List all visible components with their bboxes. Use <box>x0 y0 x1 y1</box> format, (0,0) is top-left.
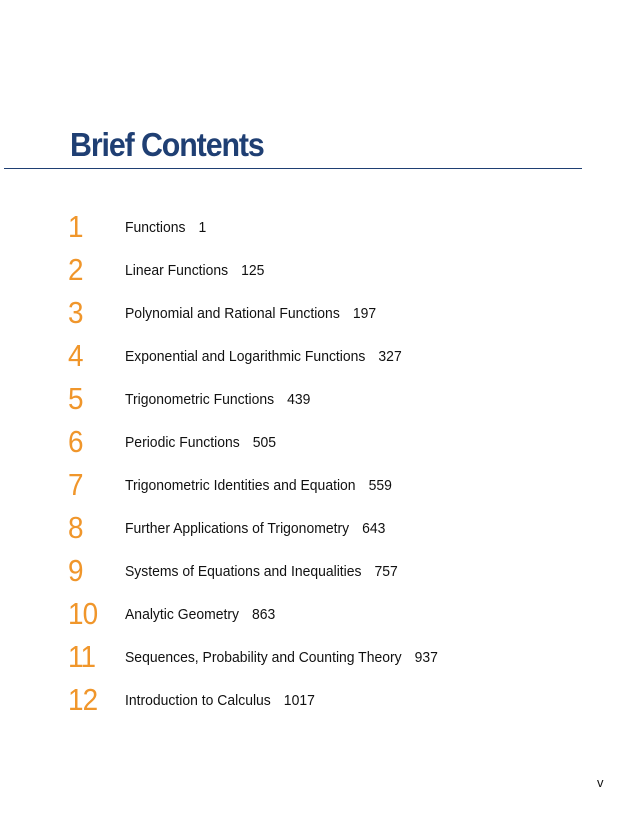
chapter-page-number: 1 <box>198 219 207 236</box>
chapter-link[interactable] <box>125 219 206 237</box>
chapter-link[interactable] <box>125 520 385 538</box>
chapter-page-number: 505 <box>252 434 277 451</box>
toc-entry[interactable] <box>0 379 630 422</box>
chapter-page-number: 559 <box>368 477 392 494</box>
chapter-link[interactable] <box>125 649 438 667</box>
toc-entry[interactable] <box>0 465 630 508</box>
toc-entry[interactable] <box>0 293 630 336</box>
chapter-page-number: 197 <box>352 305 377 322</box>
chapter-link[interactable] <box>125 262 264 280</box>
chapter-page-number: 1017 <box>283 692 315 709</box>
chapter-number: 6 <box>68 424 83 459</box>
chapter-number: 12 <box>68 682 98 717</box>
chapter-link[interactable] <box>125 606 275 624</box>
toc-entry[interactable] <box>0 680 630 723</box>
chapter-title: Introduction to Calculus <box>125 692 271 709</box>
toc-entry[interactable] <box>0 207 630 250</box>
chapter-page-number: 643 <box>362 520 386 537</box>
chapter-number: 5 <box>68 381 83 416</box>
page-folio: v <box>597 775 604 790</box>
chapter-title: Further Applications of Trigonometry <box>125 520 350 537</box>
chapter-number: 8 <box>68 510 83 545</box>
chapter-link[interactable] <box>125 563 398 581</box>
page-title: Brief Contents <box>70 126 264 163</box>
chapter-title: Analytic Geometry <box>125 606 239 623</box>
chapter-link[interactable] <box>125 391 310 409</box>
chapter-page-number: 757 <box>374 563 398 580</box>
chapter-title: Linear Functions <box>125 262 229 279</box>
table-of-contents <box>0 207 630 723</box>
chapter-title: Exponential and Logarithmic Functions <box>125 348 366 365</box>
chapter-number: 4 <box>68 338 83 373</box>
chapter-link[interactable] <box>125 305 376 323</box>
chapter-number: 11 <box>68 639 96 674</box>
chapter-title: Polynomial and Rational Functions <box>125 305 340 322</box>
chapter-link[interactable] <box>125 477 392 495</box>
chapter-link[interactable] <box>125 348 402 366</box>
chapter-number: 2 <box>68 252 83 287</box>
chapter-number: 9 <box>68 553 83 588</box>
chapter-title: Periodic Functions <box>125 434 240 451</box>
chapter-page-number: 125 <box>241 262 265 279</box>
chapter-title: Sequences, Probability and Counting Theory <box>125 649 402 666</box>
chapter-number: 1 <box>68 209 83 244</box>
toc-entry[interactable] <box>0 422 630 465</box>
chapter-page-number: 327 <box>378 348 402 365</box>
chapter-link[interactable] <box>125 434 276 452</box>
chapter-title: Trigonometric Identities and Equation <box>125 477 356 494</box>
chapter-title: Trigonometric Functions <box>125 391 275 408</box>
toc-entry[interactable] <box>0 551 630 594</box>
toc-entry[interactable] <box>0 594 630 637</box>
chapter-link[interactable] <box>125 692 315 710</box>
chapter-page-number: 439 <box>287 391 311 408</box>
toc-entry[interactable] <box>0 250 630 293</box>
toc-entry[interactable] <box>0 508 630 551</box>
chapter-number: 7 <box>68 467 83 502</box>
chapter-title: Systems of Equations and Inequalities <box>125 563 362 580</box>
toc-entry[interactable] <box>0 637 630 680</box>
toc-entry[interactable] <box>0 336 630 379</box>
title-rule <box>4 168 582 169</box>
chapter-number: 3 <box>68 295 83 330</box>
chapter-page-number: 863 <box>251 606 276 623</box>
chapter-title: Functions <box>125 219 186 236</box>
chapter-page-number: 937 <box>414 649 438 666</box>
chapter-number: 10 <box>68 596 98 631</box>
